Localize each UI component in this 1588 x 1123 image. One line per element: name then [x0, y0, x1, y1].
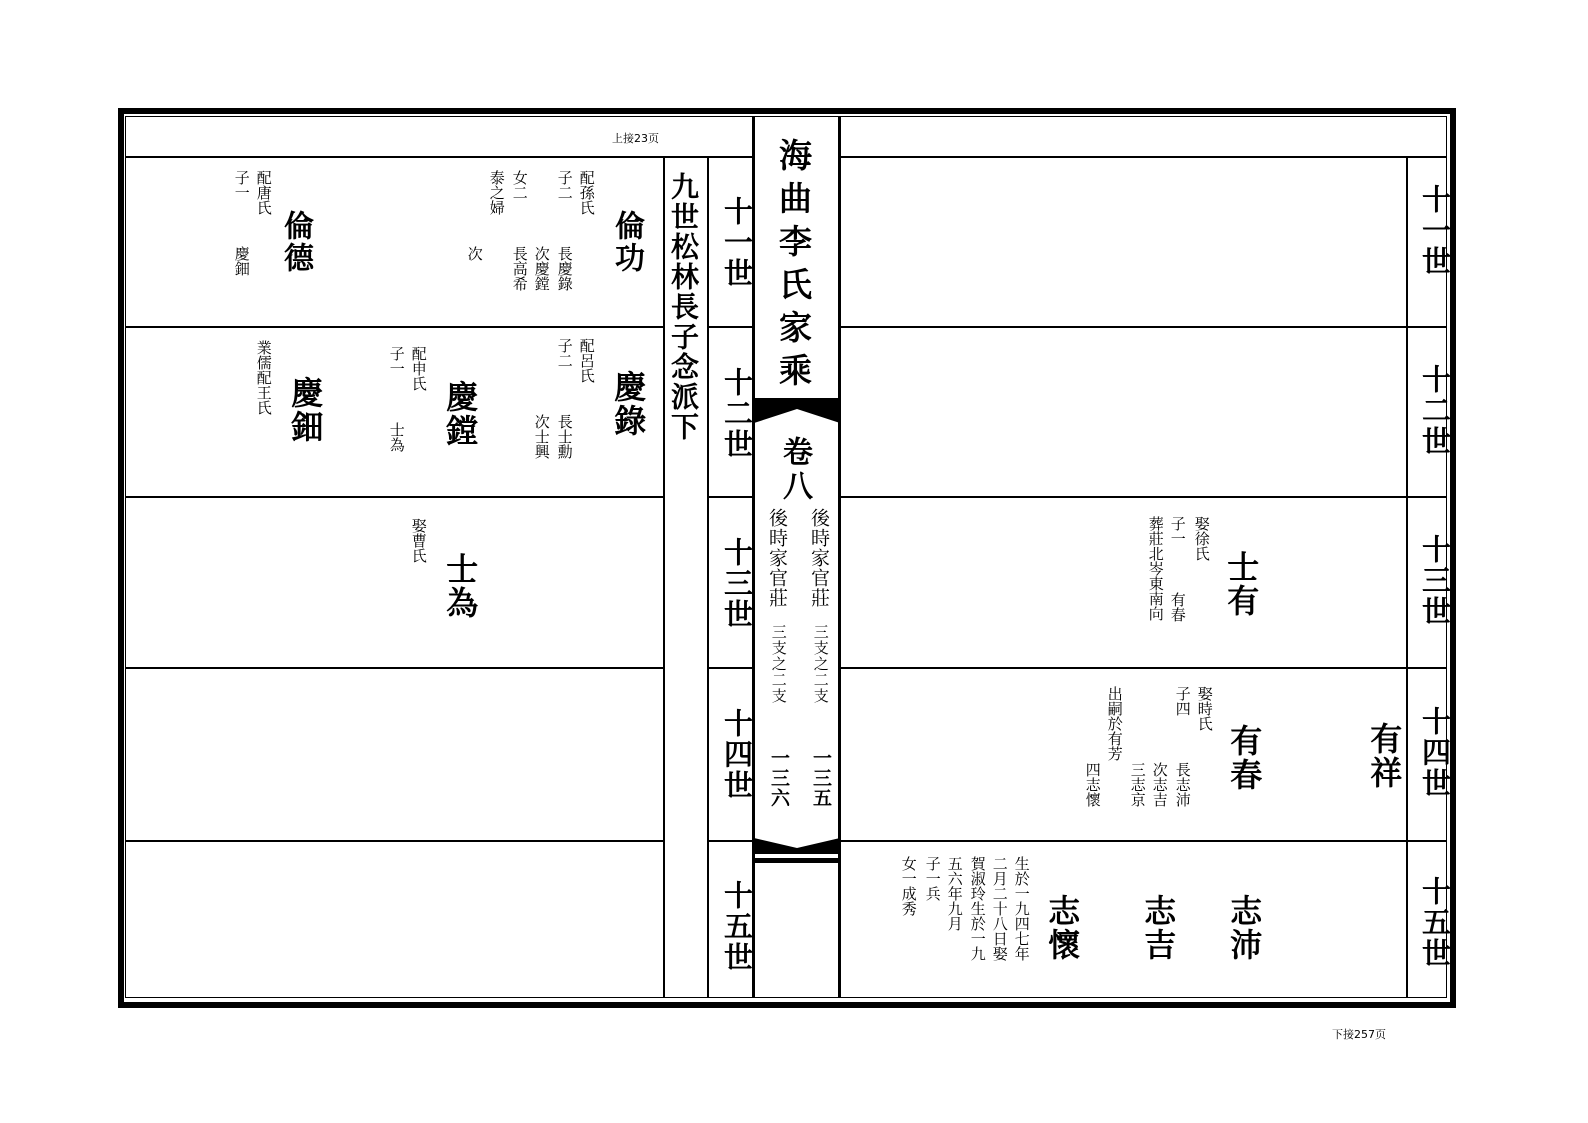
son-entry: 士為 — [387, 422, 406, 452]
spine-branch-left: 後時家官莊 — [765, 508, 788, 608]
biography-line: 二月二十八日娶 — [990, 856, 1009, 961]
person-name: 有祥 — [1365, 722, 1404, 790]
right-gen-14: 十四世 — [1418, 706, 1452, 799]
son-entry: 次士興 — [532, 414, 551, 459]
daughter-entry: 次 — [465, 246, 484, 261]
spine-branch-right: 後時家官莊 — [807, 508, 830, 608]
biography-line: 賀淑玲生於一九 — [968, 856, 987, 961]
occupation-note: 業儒配王氏 — [254, 340, 273, 415]
sons-count: 子一 — [232, 170, 251, 200]
person-name: 士有 — [1222, 550, 1261, 618]
row-line-right-1 — [840, 326, 1446, 328]
sons-count: 子四 — [1173, 686, 1192, 716]
son-entry: 慶鈿 — [232, 246, 251, 276]
top-strip-divider-right — [840, 156, 1446, 158]
lineage-title: 九世松林長子念派下 — [667, 172, 700, 442]
person-name: 士為 — [441, 552, 480, 620]
volume-title: 卷八 — [777, 436, 812, 504]
person-name: 倫功 — [609, 210, 644, 274]
spine-page-left: 一三六 — [768, 748, 790, 808]
left-gen-14: 十四世 — [720, 708, 754, 801]
right-gen-15: 十五世 — [1418, 876, 1452, 969]
spouse-note: 娶徐氏 — [1192, 516, 1211, 561]
gen-column-left-line — [707, 156, 709, 998]
son-entry: 次志吉 — [1150, 762, 1169, 807]
spine-ribbon-top — [754, 403, 840, 427]
biography-line: 子一兵 — [923, 856, 942, 901]
spine-page-right: 一三五 — [810, 748, 832, 808]
row-line-left-2 — [126, 496, 663, 498]
left-gen-15: 十五世 — [720, 880, 754, 973]
person-name: 志吉 — [1139, 894, 1178, 962]
spine-bar-bottom — [754, 858, 840, 863]
spouse-note: 配唐氏 — [254, 170, 273, 215]
gen-row-line-left-2 — [707, 496, 752, 498]
son-entry: 長慶錄 — [555, 246, 574, 291]
person-name: 倫德 — [278, 210, 313, 274]
spine-branch-right-sub: 三支之二支 — [811, 624, 830, 704]
person-name: 志懷 — [1043, 894, 1082, 962]
gen-row-line-left-1 — [707, 326, 752, 328]
person-name: 慶錄 — [609, 370, 648, 438]
person-name: 有春 — [1225, 724, 1264, 792]
person-name: 志沛 — [1225, 894, 1264, 962]
spouse-note: 配孫氏 — [577, 170, 596, 215]
daughter-husband: 泰之婦 — [487, 170, 506, 215]
adoption-note: 出嗣於有芳 — [1105, 686, 1124, 761]
prev-page-note: 上接23页 — [612, 132, 659, 145]
sons-count: 子一 — [387, 346, 406, 376]
lineage-column-left-line — [663, 156, 665, 998]
right-gen-11: 十一世 — [1418, 184, 1452, 277]
sons-count: 子一 — [1168, 516, 1187, 546]
right-gen-13: 十三世 — [1418, 534, 1452, 627]
spouse-note: 配呂氏 — [577, 338, 596, 383]
burial-note: 葬莊北岑東南向 — [1146, 516, 1165, 621]
son-entry: 四志懷 — [1083, 762, 1102, 807]
top-strip-divider-left — [126, 156, 754, 158]
biography-line: 女一成秀 — [899, 856, 918, 916]
next-page-note: 下接257页 — [1332, 1028, 1386, 1041]
spine-right-line — [838, 116, 841, 998]
son-entry: 次慶鏜 — [532, 246, 551, 291]
spouse-note: 娶時氏 — [1195, 686, 1214, 731]
biography-line: 五六年九月 — [945, 856, 964, 931]
son-entry: 三志京 — [1128, 762, 1147, 807]
daughters-count: 女二 — [510, 170, 529, 200]
row-line-right-3 — [840, 667, 1446, 669]
row-line-left-3 — [126, 667, 663, 669]
gen-row-line-left-3 — [707, 667, 752, 669]
son-entry: 長士勳 — [555, 414, 574, 459]
son-entry: 有春 — [1168, 592, 1187, 622]
biography-line: 生於一九四七年 — [1012, 856, 1031, 961]
sons-count: 子二 — [555, 170, 574, 200]
left-gen-11: 十一世 — [720, 196, 754, 289]
row-line-left-1 — [126, 326, 663, 328]
left-gen-12: 十二世 — [720, 367, 754, 460]
row-line-right-4 — [840, 840, 1446, 842]
book-title: 海曲李氏家乘 — [774, 138, 813, 396]
row-line-right-2 — [840, 496, 1446, 498]
person-name: 慶鈿 — [286, 376, 325, 444]
person-name: 慶鏜 — [441, 380, 480, 448]
spine-ribbon-bottom — [754, 834, 840, 858]
spouse-note: 娶曹氏 — [409, 518, 428, 563]
gen-column-right-line — [1406, 156, 1408, 998]
right-gen-12: 十二世 — [1418, 364, 1452, 457]
sons-count: 子二 — [555, 338, 574, 368]
gen-row-line-left-4 — [707, 840, 752, 842]
daughter-entry: 長高希 — [510, 246, 529, 291]
spine-branch-left-sub: 三支之二支 — [769, 624, 788, 704]
row-line-left-4 — [126, 840, 663, 842]
left-gen-13: 十三世 — [720, 537, 754, 630]
spouse-note: 配申氏 — [409, 346, 428, 391]
son-entry: 長志沛 — [1173, 762, 1192, 807]
